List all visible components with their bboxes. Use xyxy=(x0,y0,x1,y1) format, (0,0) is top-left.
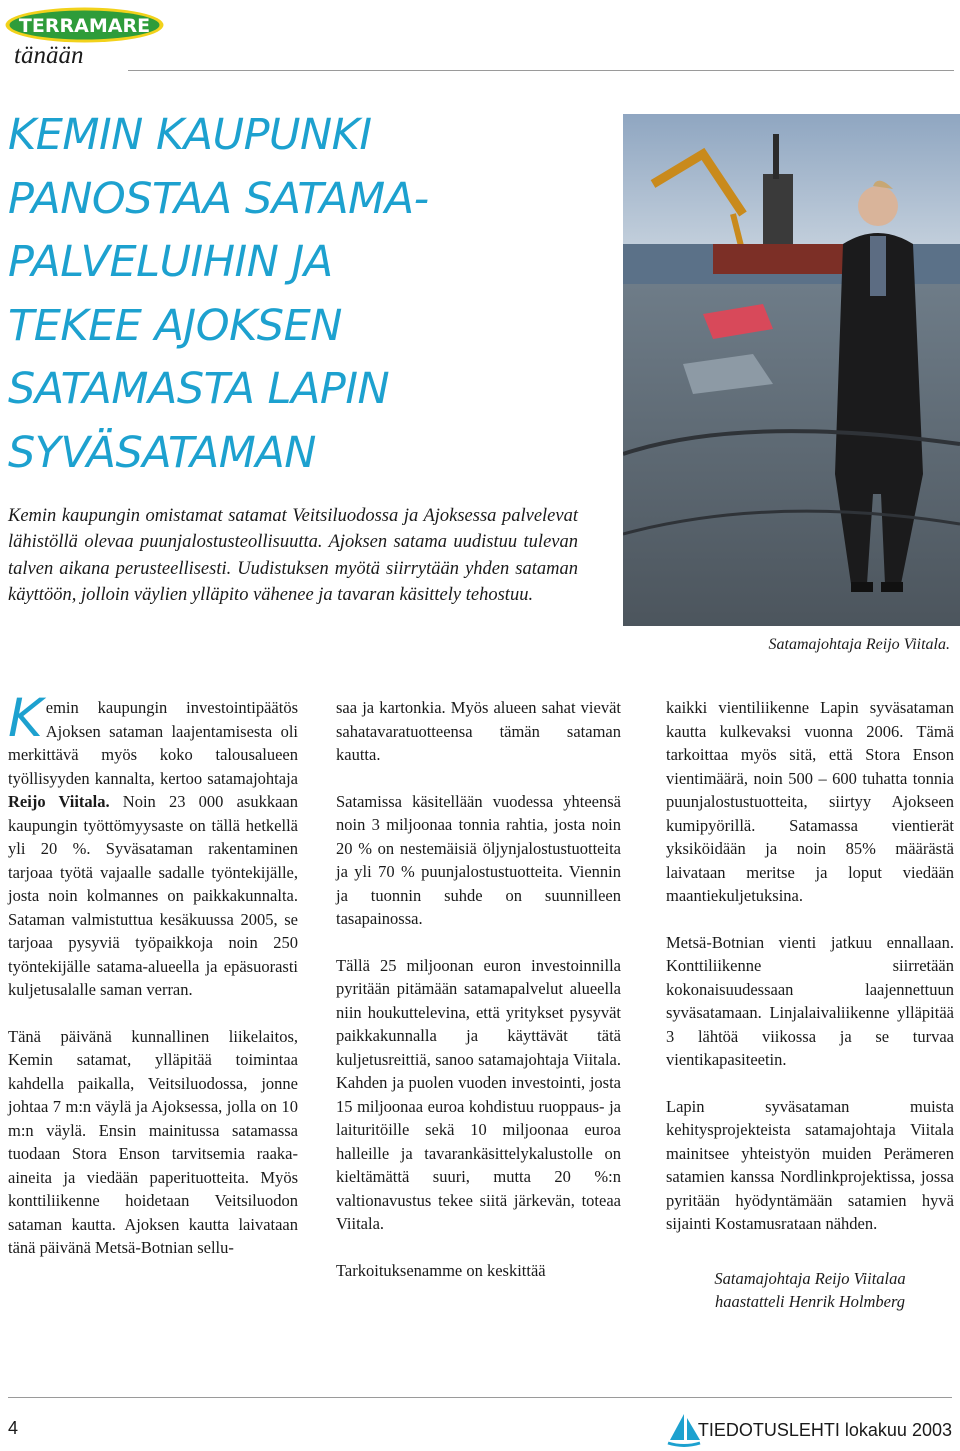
paragraph: Lapin syväsataman muista kehitysprojekteista satamajohtaja Viitala mainitsee yhteistyön muiden Perämeren satamien kanssa Nordlinkprojektissa, jossa pyritään hyödyntämään satamien hyvä sijainti Kostamusrataan nähden. xyxy=(666,1096,954,1233)
headline-line: SYVÄSATAMAN xyxy=(8,427,316,478)
harbour-photo xyxy=(623,114,960,626)
photo-caption: Satamajohtaja Reijo Viitala. xyxy=(768,636,950,653)
publication-title: TIEDOTUSLEHTI lokakuu 2003 xyxy=(697,1420,952,1440)
paragraph: Satamissa käsitellään vuodessa yhteensä noin 3 miljoonaa tonnia rahtia, josta noin 20 % on nestemäisiä öljynjalostustuotteita ja yli 70 % puunjalostustuotteita. Viennin ja tuonnin suhde on suunnilleen tasapainossa. xyxy=(336,791,621,928)
credit-line: Satamajohtaja Reijo Viitalaa xyxy=(714,1268,906,1288)
terramare-logo xyxy=(4,6,165,44)
drop-cap: K xyxy=(8,688,43,749)
headline-line: PANOSTAA SATAMA- xyxy=(8,173,429,224)
page-number: 4 xyxy=(8,1418,19,1438)
paragraph xyxy=(8,688,298,1002)
paragraph: Tänä päivänä kunnallinen liikelaitos, Kemin satamat, ylläpitää toimintaa kahdella paikalla, Veitsiluodossa, jonne johtaa 7 m:n väylä ja Ajoksessa, jolla on 10 m:n väylä. Ensin mainitussa satamassa tuodaan Stora Enson tarvitsemia raaka-aineita ja viedään paperituotteita. Myös konttiliikenne hoidetaan Veitsiluodon sataman kautta. Ajoksen kautta laivataan tänä päivänä Metsä-Botnian sellu- xyxy=(8,1026,298,1257)
paragraph: kaikki vientiliikenne Lapin syväsataman kautta kulkevaksi vuonna 2006. Tämä tarkoittaa myös sitä, että Stora Enson vientimäärä, noin 500 – 600 tuhatta tonnia puunjalostustuotteita, siirtyy Ajokseen kumipyörillä. Satamassa vientierät yksiköidään ja noin 85% määrästä laivataan meritse ja loput viedään maantiekuljetuksina. xyxy=(666,698,954,905)
paragraph: Tarkoituksenamme on keskittää xyxy=(336,1260,546,1280)
credit-line: haastatteli Henrik Holmberg xyxy=(714,1292,906,1311)
headline xyxy=(8,104,608,485)
lead-paragraph: Kemin kaupungin omistamat satamat Veitsiluodossa ja Ajoksessa palvelevat lähistöllä olevaa puunjalostusteollisuutta. Ajoksen satama uudistuu tulevan talven aikana perusteellisesti. Uudistuksen myötä siirrytään yhden sataman käyttöön, jolloin väylien ylläpito vähenee ja tavaran käsittely tehostuu. xyxy=(8,506,578,606)
tagline: tänään xyxy=(14,42,84,69)
paragraph-text: Noin 23 000 asukkaan kaupungin työttömyysaste on tällä hetkellä yli 20 %. Syväsataman rakentaminen tarjoaa työtä vajaalle sadalle työntekijälle, josta noin kolmannes on paikkakunnalta. Sataman valmistuttua kesäkuussa 2005, se tarjoaa pysyviä työpaikkoja noin 250 työntekijälle satama-alueella ja epäsuorasti kuljetusalalle saman verran. xyxy=(8,792,298,999)
headline-line: TEKEE AJOKSEN xyxy=(8,300,342,351)
header-rule xyxy=(128,70,954,71)
author-credit xyxy=(666,1267,954,1314)
body-column-3 xyxy=(666,696,954,1337)
headline-line: SATAMASTA LAPIN xyxy=(8,364,390,414)
footer-rule xyxy=(8,1397,952,1398)
person-name: Reijo Viitala. xyxy=(8,792,110,811)
body-column-1 xyxy=(8,688,298,1283)
logo-text: TERRAMARE xyxy=(18,15,151,37)
body-column-2 xyxy=(336,696,621,1305)
headline-line: PALVELUIHIN JA xyxy=(8,237,333,287)
paragraph-text: emin kaupungin investointipäätös Ajoksen sataman laajentamisesta oli merkittävä myös koko talousalueen työllisyyden kannalta, kertoo satamajohtaja xyxy=(8,698,298,788)
paragraph: Metsä-Botnian vienti jatkuu ennallaan. Konttiliikenne siirretään kokonaisuudessaan laajennettuun syväsatamaan. Linjalaivaliikenne ylläpitää 3 lähtöä viikossa ja se turvaa vientikapasiteetin. xyxy=(666,932,954,1069)
paragraph: saa ja kartonkia. Myös alueen sahat vievät sahatavaratuotteensa tämän sataman kautta. xyxy=(336,698,621,764)
paragraph: Tällä 25 miljoonan euron investoinnilla pyritään pitämään satamapalvelut alueella niin houkuttelevina, että yritykset pysyvät paikkakunnalla ja käyttävät tätä kuljetusreittiä, sanoo satamajohtaja Viitala. Kahden ja puolen vuoden investointi, josta 15 miljoonaa euroa kohdistuu ruoppaus- ja laituritöille sekä 10 miljoonaa euroa halleille ja tavarankäsittelykalustolle on kieltämättä suuri, mutta 20 %:n valtionavustus tekee siitä järkevän, toteaa Viitala. xyxy=(336,955,621,1233)
headline-line: KEMIN KAUPUNKI xyxy=(8,110,372,160)
